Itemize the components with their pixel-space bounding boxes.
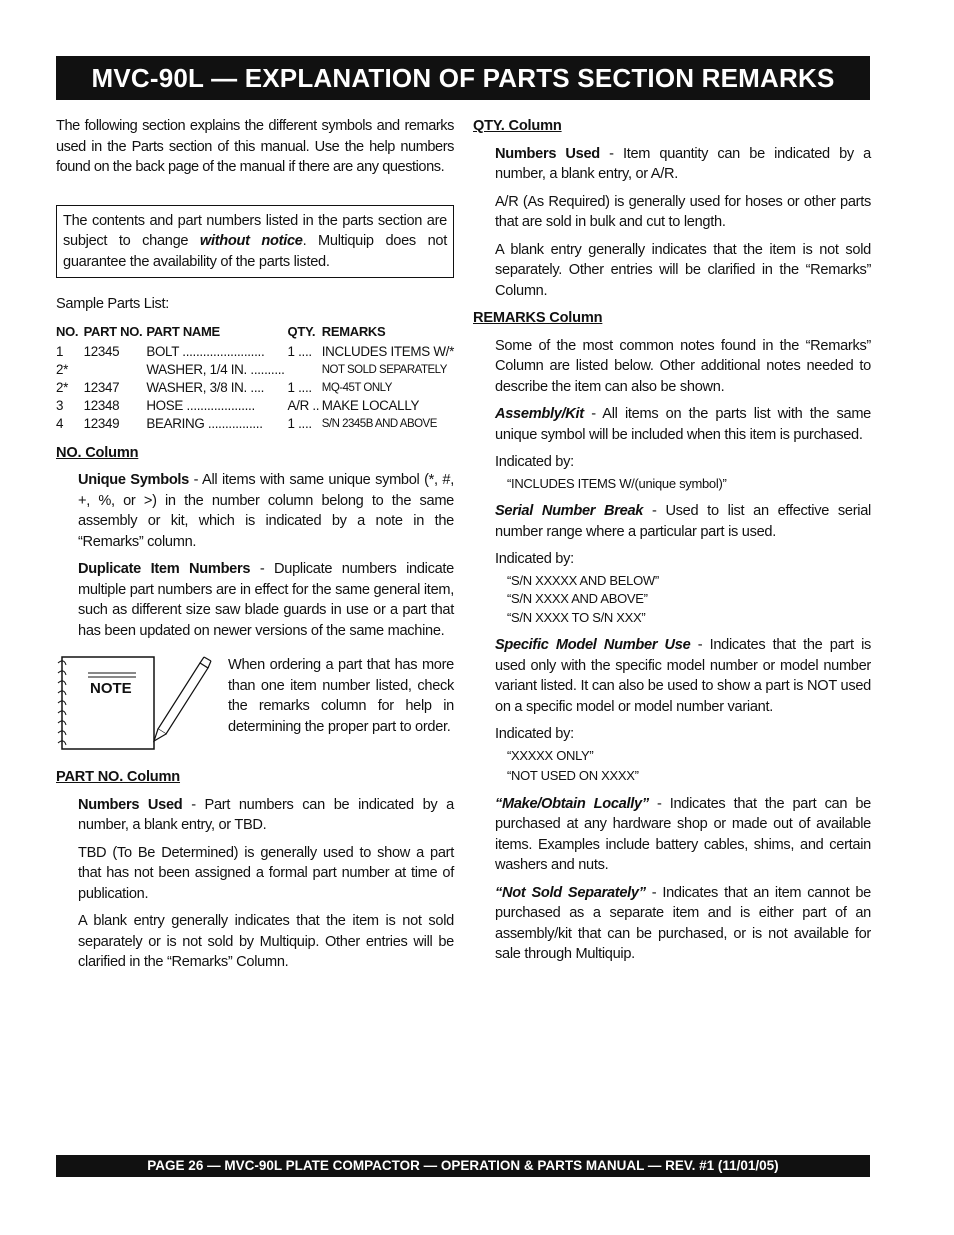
cell-remarks: MAKE LOCALLY xyxy=(321,397,420,413)
header-part-name: PART NAME xyxy=(146,323,220,339)
cell-part-name: WASHER, 3/8 IN. .... xyxy=(146,379,265,395)
remarks-column-body xyxy=(473,336,871,965)
cell-part-no: 12348 xyxy=(83,397,120,413)
page-footer: PAGE 26 — MVC-90L PLATE COMPACTOR — OPERATION & PARTS MANUAL — REV. #1 (11/01/05) xyxy=(56,1155,870,1177)
table-row xyxy=(56,343,454,361)
notice-text xyxy=(63,211,447,273)
make-locally-paragraph xyxy=(495,794,871,876)
notice-box xyxy=(56,205,454,279)
cell-no: 2* xyxy=(56,379,69,395)
cell-qty xyxy=(288,361,322,379)
ar-paragraph: A/R (As Required) is generally used for hoses or other parts that are sold in bulk and cut to length. xyxy=(495,193,871,230)
make-locally-label: “Make/Obtain Locally” xyxy=(495,795,649,812)
serial-break-label: Serial Number Break xyxy=(495,503,644,519)
part-numbers-used-label: Numbers Used xyxy=(78,796,183,813)
code-line: “S/N XXXXX AND BELOW” xyxy=(507,572,659,588)
no-column-body xyxy=(56,470,454,641)
code-line: “S/N XXXX AND ABOVE” xyxy=(507,591,648,606)
not-sold-separately-text: - Indicates that an item cannot be purchased as a separate item and is either part of an assembly/kit that can be purchased, or is not available for sale through Multiquip. xyxy=(495,884,871,962)
cell-qty: 1 .... xyxy=(287,415,312,431)
cell-part-name: HOSE .................... xyxy=(146,397,255,413)
assembly-codes xyxy=(495,475,871,494)
notice-before: The contents and part numbers listed in the parts section are subject to change xyxy=(63,212,447,249)
note-text-block xyxy=(228,655,454,737)
make-locally-text: - Indicates that the part can be purchased at any hardware shop or made out of available items. Examples include battery cables, shims, and certain washers and nuts. xyxy=(495,795,871,873)
duplicate-numbers-paragraph xyxy=(78,559,454,641)
qty-numbers-used-paragraph xyxy=(495,144,871,185)
indicated-by-label: Indicated by: xyxy=(495,726,574,742)
assembly-kit-text: - All items on the parts list with the same unique symbol will be included when this item is purchased. xyxy=(495,406,871,443)
table-header-row xyxy=(56,323,454,343)
header-remarks: REMARKS xyxy=(321,323,386,339)
qty-numbers-used-text: - Item quantity can be indicated by a number, a blank entry, or A/R. xyxy=(495,145,871,182)
right-column xyxy=(473,116,871,972)
duplicate-numbers-text: - Duplicate numbers indicate multiple part numbers are in effect for the same general item, such as different size saw blade guards in use or a part that has been updated on newer versions of the same machine. xyxy=(78,561,454,639)
intro-paragraph: The following section explains the different symbols and remarks used in the Parts section of this manual. Use the help numbers found on the back page of the manual if there are any questions. xyxy=(56,118,454,175)
part-blank-paragraph: A blank entry generally indicates that the item is not sold separately or is not sold by Multiquip. Other entries will be clarified in the “Remarks” Column. xyxy=(78,913,454,970)
qty-blank-paragraph: A blank entry generally indicates that the item is not sold separately. Other entries will be clarified in the “Remarks” Column. xyxy=(495,241,871,299)
cell-part-name: WASHER, 1/4 IN. .......... xyxy=(146,361,285,377)
header-part-no: PART NO. xyxy=(83,323,143,339)
cell-no: 2* xyxy=(56,361,69,377)
part-numbers-used-text: - Part numbers can be indicated by a number, a blank entry, or TBD. xyxy=(78,796,454,833)
serial-break-paragraph xyxy=(495,501,871,542)
unique-symbols-text: - All items with same unique symbol (*, #, +, %, or >) in the number column belong to the same assembly or kit, which is indicated by a note in the “Remarks” column. xyxy=(78,472,455,550)
sample-label: Sample Parts List: xyxy=(56,296,170,312)
cell-remarks: MQ-45T ONLY xyxy=(321,381,392,394)
remarks-intro: Some of the most common notes found in the “Remarks” Column are listed below. Other additional notes needed to describe the item can also be shown. xyxy=(495,337,871,395)
cell-part-no xyxy=(84,361,147,379)
cell-part-name: BOLT ........................ xyxy=(146,343,265,359)
part-numbers-used-paragraph xyxy=(78,795,454,836)
no-column-heading: NO. Column xyxy=(56,444,139,461)
serial-codes xyxy=(495,572,871,628)
model-use-paragraph xyxy=(495,635,871,717)
code-line: “INCLUDES ITEMS W/(unique symbol)” xyxy=(507,475,727,491)
qty-numbers-used-label: Numbers Used xyxy=(495,145,600,162)
table-row xyxy=(56,379,454,397)
model-codes xyxy=(495,747,871,786)
note-notepad-icon xyxy=(56,655,228,751)
tbd-paragraph: TBD (To Be Determined) is generally used to show a part that has not been assigned a formal part number at time of publication. xyxy=(78,844,454,902)
cell-part-name: BEARING ................ xyxy=(146,415,263,431)
assembly-kit-label: Assembly/Kit xyxy=(495,406,584,422)
notice-after: . Multiquip does not guarantee the availability of the parts listed. xyxy=(63,233,447,270)
unique-symbols-paragraph xyxy=(78,470,454,552)
cell-qty: 1 .... xyxy=(287,343,312,359)
note-text: When ordering a part that has more than one item number listed, check the remarks column for help in determining the proper part to order. xyxy=(228,657,454,735)
cell-no: 4 xyxy=(56,415,64,431)
code-line: “NOT USED ON XXXX” xyxy=(507,768,639,783)
note-callout xyxy=(56,655,454,751)
cell-part-no: 12347 xyxy=(83,379,120,395)
duplicate-numbers-label: Duplicate Item Numbers xyxy=(78,561,251,577)
header-no: NO. xyxy=(56,323,79,339)
note-label: NOTE xyxy=(90,680,132,697)
cell-qty: 1 .... xyxy=(287,379,312,395)
header-qty: QTY. xyxy=(287,323,316,339)
cell-qty: A/R .. xyxy=(287,397,320,413)
cell-remarks: S/N 2345B AND ABOVE xyxy=(321,417,437,430)
qty-column-heading: QTY. Column xyxy=(473,118,562,134)
table-row xyxy=(56,415,454,433)
model-use-label: Specific Model Number Use xyxy=(495,637,691,653)
not-sold-separately-paragraph xyxy=(495,883,871,965)
indicated-by-label: Indicated by: xyxy=(495,454,574,470)
cell-remarks: INCLUDES ITEMS W/* xyxy=(321,343,454,359)
remarks-column-heading: REMARKS Column xyxy=(473,310,603,326)
assembly-kit-paragraph xyxy=(495,404,871,445)
cell-part-no: 12349 xyxy=(83,415,120,431)
notice-emphasis: without notice xyxy=(199,233,303,249)
code-line: “S/N XXXX TO S/N XXX” xyxy=(507,609,646,625)
model-use-text: - Indicates that the part is used only with the specific model number or model number variant listed. It can also be used to show a part is NOT used on a specific model or model number variant. xyxy=(495,637,872,715)
serial-break-text: - Used to list an effective serial number range where a particular part is used. xyxy=(495,503,871,540)
not-sold-separately-label: “Not Sold Separately” xyxy=(495,884,646,901)
cell-remarks: NOT SOLD SEPARATELY xyxy=(321,363,447,376)
cell-no: 3 xyxy=(56,397,64,413)
page-title: MVC-90L — EXPLANATION OF PARTS SECTION REMARKS xyxy=(56,56,870,100)
cell-no: 1 xyxy=(56,343,64,359)
qty-column-body xyxy=(473,144,871,302)
table-row xyxy=(56,397,454,415)
sample-parts-table xyxy=(56,323,454,433)
part-no-column-body xyxy=(56,795,454,973)
table-row xyxy=(56,361,454,379)
code-line: “XXXXX ONLY” xyxy=(507,747,594,763)
cell-part-no: 12345 xyxy=(83,343,120,359)
part-no-column-heading: PART NO. Column xyxy=(56,769,181,785)
left-column xyxy=(56,116,454,980)
indicated-by-label: Indicated by: xyxy=(495,551,574,567)
unique-symbols-label: Unique Symbols xyxy=(78,472,190,488)
